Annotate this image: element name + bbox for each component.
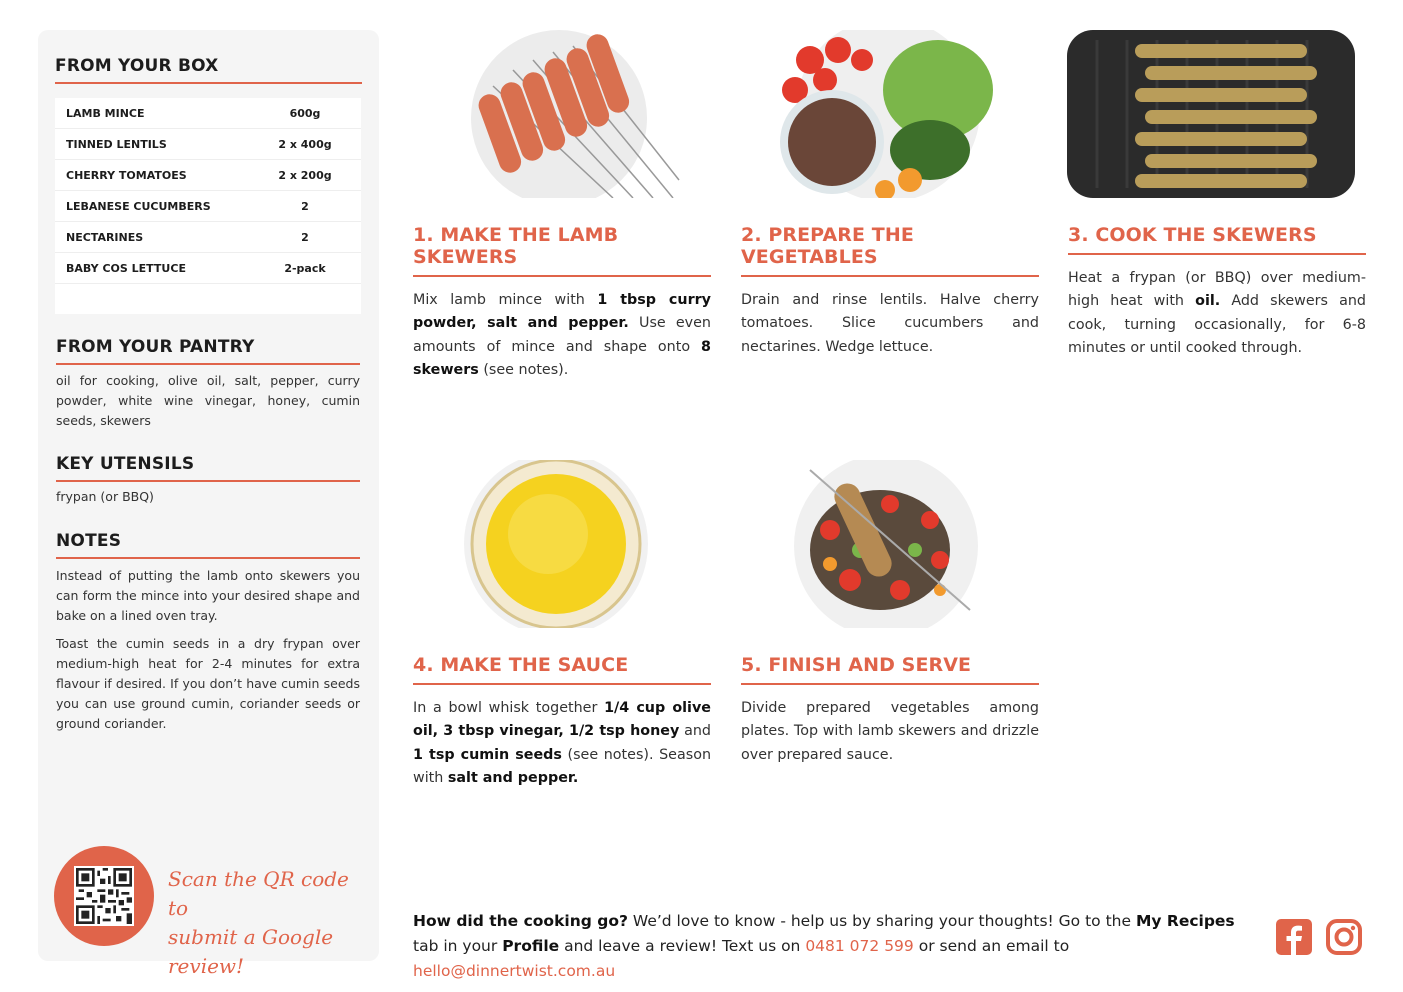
ingredient-row [55, 222, 361, 253]
pantry-text: oil for cooking, olive oil, salt, pepper, curry powder, white wine vinegar, honey, cumin seeds, skewers [56, 373, 360, 428]
ingredient-row [55, 253, 361, 284]
step-text-fragment: (see notes). Season with [413, 746, 711, 786]
step-text-fragment: Drain and rinse lentils. Halve cherry tomatoes. Slice cucumbers and nectarines. Wedge lettuce. [741, 292, 1039, 355]
step-text-fragment: 1/4 cup olive oil, 3 tbsp vinegar, 1/2 tsp honey [413, 700, 711, 740]
ingredient-row [55, 160, 361, 191]
ingredient-name: BABY COS LETTUCE [66, 261, 186, 275]
step-5 [741, 654, 1039, 767]
key-utensils-heading: KEY UTENSILS [56, 454, 360, 482]
ingredient-qty: 2 [301, 230, 309, 244]
phone-link[interactable]: 0481 072 599 [805, 937, 914, 955]
step-text-fragment: Heat a frypan (or BBQ) over medium-high heat with [1068, 270, 1366, 310]
footer-text-3: and leave a review! Text us on [559, 937, 806, 955]
step-4-title: 4. MAKE THE SAUCE [413, 654, 711, 685]
review-footer [413, 909, 1258, 984]
profile-label: Profile [502, 937, 560, 955]
ingredient-name: LEBANESE CUCUMBERS [66, 199, 211, 213]
qr-code-icon[interactable] [74, 866, 134, 926]
email-link[interactable]: hello@dinnertwist.com.au [413, 962, 616, 980]
notes-text [56, 566, 360, 742]
qr-line-2: submit a Google review! [168, 925, 334, 978]
ingredient-qty: 600g [289, 106, 321, 120]
from-your-pantry-heading: FROM YOUR PANTRY [56, 337, 360, 365]
step-3 [1068, 224, 1366, 360]
ingredients-table [55, 98, 361, 314]
step-3-text [1068, 267, 1366, 360]
step-text-fragment: oil. [1195, 293, 1221, 310]
step-text-fragment: 1 tbsp curry powder, salt and pepper. [413, 292, 711, 332]
ingredient-row [55, 129, 361, 160]
step-text-fragment: salt and pepper. [447, 769, 579, 786]
step-5-title: 5. FINISH AND SERVE [741, 654, 1039, 685]
step-1-title: 1. MAKE THE LAMB SKEWERS [413, 224, 711, 277]
notes-heading: NOTES [56, 531, 360, 559]
qr-line-1: Scan the QR code to [168, 867, 349, 920]
facebook-icon[interactable] [1275, 918, 1313, 956]
from-your-box-heading: FROM YOUR BOX [55, 56, 362, 84]
step-2 [741, 224, 1039, 359]
step-text-fragment: Use even amounts of mince and shape onto [413, 315, 711, 355]
step-4 [413, 654, 711, 790]
grill-skewers-photo [1067, 30, 1355, 198]
note-1: Instead of putting the lamb onto skewers you can form the mince into your desired shape and bake on a lined oven tray. [56, 568, 360, 623]
sauce-bowl-photo [460, 460, 652, 628]
step-text-fragment: Mix lamb mince with [413, 292, 598, 308]
step-text-fragment: (see notes). [478, 361, 569, 378]
step-text-fragment: 8 skewers [413, 338, 711, 378]
footer-text-2: tab in your [413, 937, 503, 955]
step-1 [413, 224, 711, 382]
step-text-fragment: Divide prepared vegetables among plates. Top with lamb skewers and drizzle over prepared sauce. [741, 700, 1039, 763]
ingredient-name: TINNED LENTILS [66, 137, 167, 151]
step-1-text [413, 289, 711, 382]
ingredient-name: LAMB MINCE [66, 106, 145, 120]
ingredient-name: CHERRY TOMATOES [66, 168, 187, 182]
step-5-text [741, 697, 1039, 767]
finished-plate-photo [790, 460, 980, 628]
sidebar [38, 30, 379, 978]
my-recipes-label: My Recipes [1135, 912, 1235, 930]
footer-question: How did the cooking go? [413, 912, 628, 930]
ingredient-qty: 2 x 200g [278, 168, 332, 182]
ingredient-row [55, 191, 361, 222]
step-2-text [741, 289, 1039, 359]
ingredient-qty: 2 x 400g [278, 137, 332, 151]
ingredient-qty: 2 [301, 199, 309, 213]
utensils-text: frypan (or BBQ) [56, 489, 154, 504]
note-2: Toast the cumin seeds in a dry frypan over medium-high heat for 2-4 minutes for extra flavour if desired. If you don’t have cumin seeds you can use ground cumin, coriander seeds or ground coriander. [56, 636, 360, 731]
qr-code-badge[interactable] [54, 846, 154, 946]
step-3-title: 3. COOK THE SKEWERS [1068, 224, 1366, 255]
step-text-fragment: 1 tsp cumin seeds [413, 746, 562, 763]
ingredient-name: NECTARINES [66, 230, 144, 244]
footer-text-4: or send an email to [913, 937, 1070, 955]
step-text-fragment: In a bowl whisk together [413, 700, 605, 716]
vegetables-photo [770, 30, 1006, 198]
ingredient-row [55, 98, 361, 129]
qr-review-prompt [168, 865, 368, 981]
step-4-text [413, 697, 711, 790]
ingredient-qty: 2-pack [284, 261, 326, 275]
footer-text-1: We’d love to know - help us by sharing your thoughts! Go to the [627, 912, 1136, 930]
instagram-icon[interactable] [1325, 918, 1363, 956]
step-text-fragment: Add skewers and cook, turning occasionally, for 6-8 minutes or until cooked through. [1068, 293, 1366, 356]
step-2-title: 2. PREPARE THE VEGETABLES [741, 224, 1039, 277]
step-text-fragment: and [679, 723, 711, 740]
lamb-skewers-photo [463, 30, 683, 198]
